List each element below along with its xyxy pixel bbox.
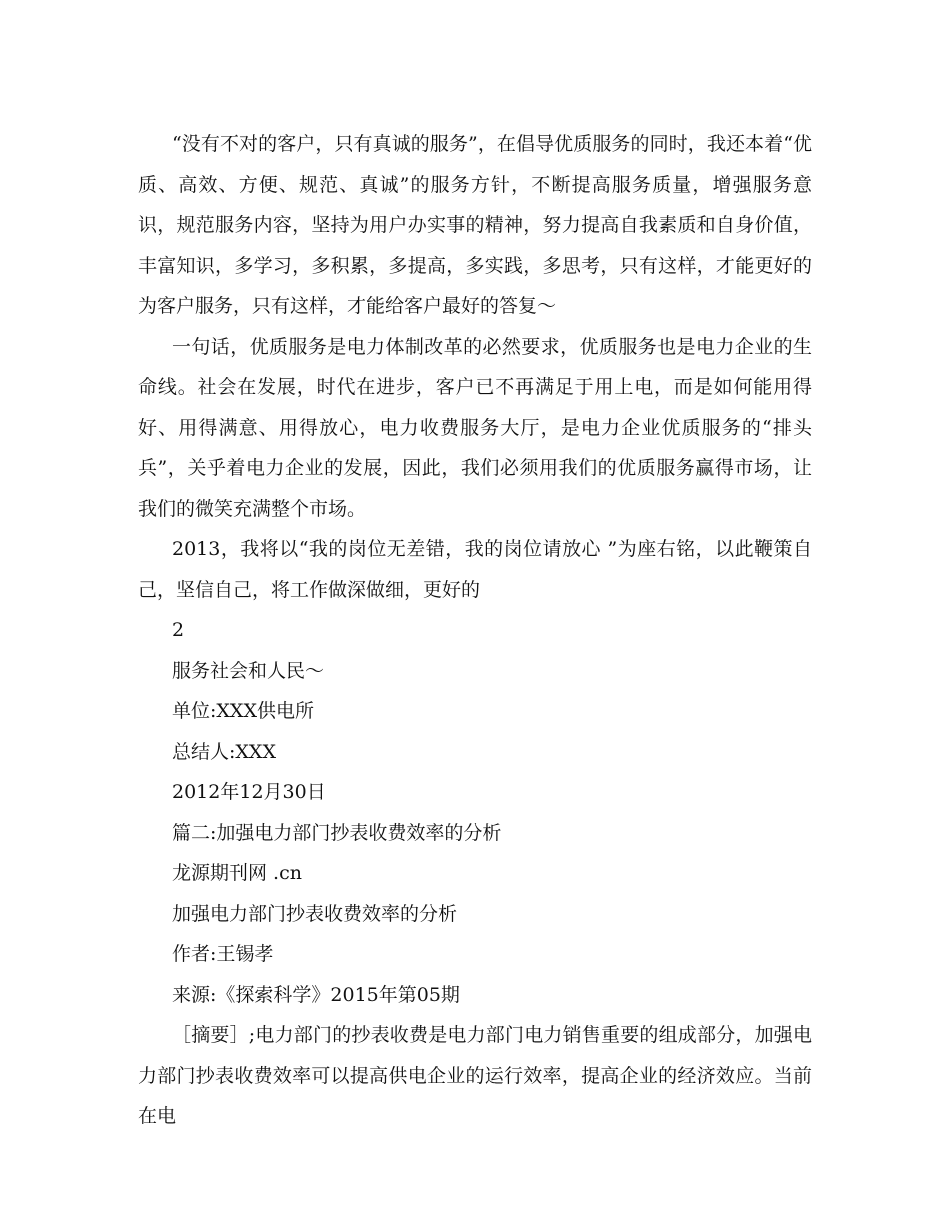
paragraph-2013-goal: 2013，我将以“我的岗位无差错，我的岗位请放心 ”为座右铭，以此鞭策自己，坚信自己，将工作做深做细，更好的 [138,538,812,601]
page-number: 2 [172,619,185,641]
author-summary-line: 总结人:XXX [172,740,276,763]
article-title: 加强电力部门抄表收费效率的分析 [172,902,458,925]
paragraph-quality-service: 一句话，优质服务是电力体制改革的必然要求，优质服务也是电力企业的生命线。社会在发展，时代在进步，客户已不再满足于用上电，而是如何能用得好、用得满意、用得放心，电力收费服务大厅，是电力企业优质服务的“排头兵”，关乎着电力企业的发展，因此，我们必须用我们的优质服务赢得市场，让我们的微笑充满整个市场。 [138,335,812,520]
date-line: 2012年12月30日 [172,781,326,803]
article-author: 作者:王锡孝 [172,943,274,965]
unit-line: 单位:XXX供电所 [172,700,314,722]
section-two-heading: 篇二:加强电力部门抄表收费效率的分析 [172,821,502,844]
paragraph-service-principle: “没有不对的客户，只有真诚的服务”，在倡导优质服务的同时，我还本着“优质、高效、方便、规范、真诚”的服务方针，不断提高服务质量，增强服务意识，规范服务内容，坚持为用户办实事的精神，努力提高自我素质和自身价值，丰富知识，多学习，多积累，多提高，多实践，多思考，只有这样，才能更好的为客户服务，只有这样，才能给客户最好的答复～ [138,133,812,317]
abstract-paragraph: ［摘要］;电力部门的抄表收费是电力部门电力销售重要的组成部分，加强电力部门抄表收费效率可以提高供电企业的运行效率，提高企业的经济效应。当前在电 [138,1024,812,1127]
journal-site-line: 龙源期刊网 .cn [172,862,302,884]
article-source: 来源:《探索科学》2015年第05期 [172,983,460,1006]
closing-line: 服务社会和人民～ [172,659,325,682]
